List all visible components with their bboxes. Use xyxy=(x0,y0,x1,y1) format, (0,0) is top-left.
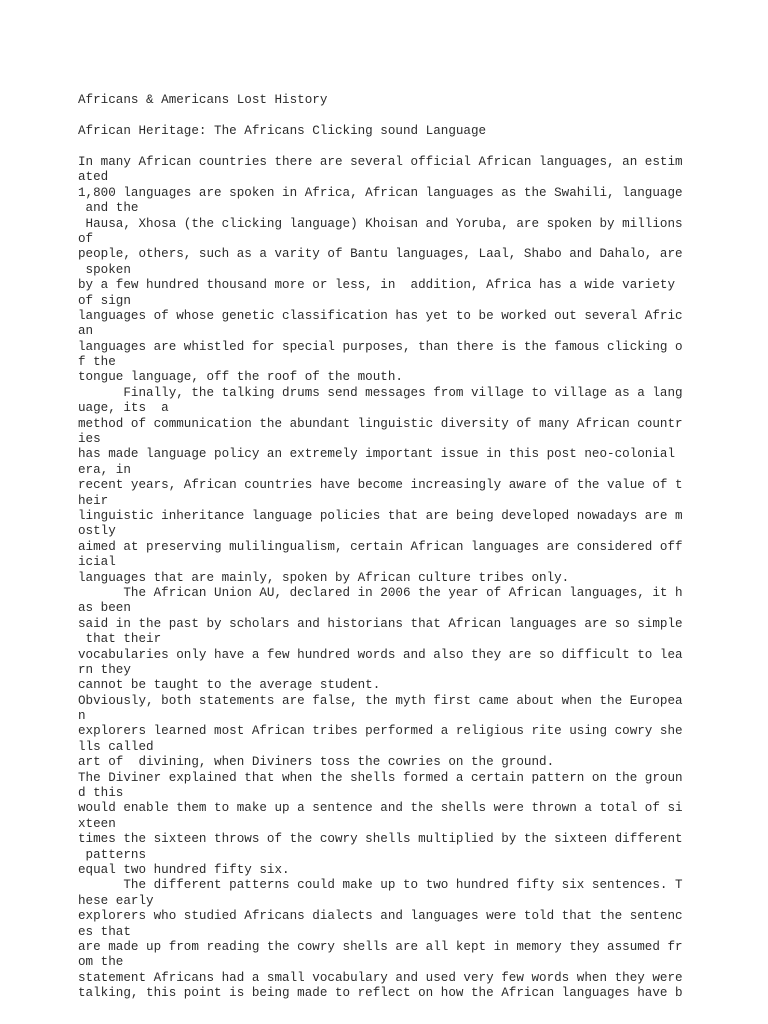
text-line: languages of whose genetic classification has yet to be worked out several Afric xyxy=(78,308,683,323)
text-line: Obviously, both statements are false, the myth first came about when the Europea xyxy=(78,693,683,708)
document-body xyxy=(78,155,683,1001)
document-subtitle: African Heritage: The Africans Clicking sound Language xyxy=(78,124,487,138)
text-line: explorers learned most African tribes performed a religious rite using cowry she xyxy=(78,724,683,739)
text-line: The Diviner explained that when the shells formed a certain pattern on the groun xyxy=(78,770,683,785)
text-line: The African Union AU, declared in 2006 the year of African languages, it h xyxy=(78,585,683,600)
text-line: f the xyxy=(78,355,116,370)
text-line: Finally, the talking drums send messages from village to village as a lang xyxy=(78,385,683,400)
text-line: hese early xyxy=(78,893,154,908)
text-line: heir xyxy=(78,493,109,508)
text-line: method of communication the abundant linguistic diversity of many African countr xyxy=(78,416,683,431)
text-line: d this xyxy=(78,786,124,801)
text-line: xteen xyxy=(78,816,116,831)
text-line: would enable them to make up a sentence and the shells were thrown a total of si xyxy=(78,801,683,816)
text-line: recent years, African countries have become increasingly aware of the value of t xyxy=(78,478,683,493)
document-title: Africans & Americans Lost History xyxy=(78,93,328,107)
text-line: people, others, such as a varity of Bantu languages, Laal, Shabo and Dahalo, are xyxy=(78,247,683,262)
text-line: om the xyxy=(78,955,124,970)
text-line: has made language policy an extremely important issue in this post neo-colonial xyxy=(78,447,676,462)
text-line: era, in xyxy=(78,462,131,477)
text-line: Hausa, Xhosa (the clicking language) Khoisan and Yoruba, are spoken by millions xyxy=(78,216,683,231)
text-line: icial xyxy=(78,555,116,570)
text-line: art of divining, when Diviners toss the cowries on the ground. xyxy=(78,755,555,770)
text-line: es that xyxy=(78,924,131,939)
text-line: ated xyxy=(78,170,109,185)
text-line: that their xyxy=(78,632,162,647)
text-line: tongue language, off the roof of the mouth. xyxy=(78,370,403,385)
text-line: said in the past by scholars and historians that African languages are so simple xyxy=(78,616,683,631)
text-line: explorers who studied Africans dialects and languages were told that the sentenc xyxy=(78,909,683,924)
text-line: 1,800 languages are spoken in Africa, African languages as the Swahili, language xyxy=(78,185,683,200)
text-line: lls called xyxy=(78,739,154,754)
text-line: n xyxy=(78,709,86,724)
text-line: cannot be taught to the average student. xyxy=(78,678,381,693)
text-line: by a few hundred thousand more or less, in addition, Africa has a wide variety xyxy=(78,278,676,293)
text-line: languages are whistled for special purposes, than there is the famous clicking o xyxy=(78,339,683,354)
text-line: ies xyxy=(78,432,101,447)
text-line: aimed at preserving mulilingualism, certain African languages are considered off xyxy=(78,539,683,554)
text-line: statement Africans had a small vocabulary and used very few words when they were xyxy=(78,970,683,985)
text-line: of xyxy=(78,231,94,246)
text-line: and the xyxy=(78,201,139,216)
text-line: equal two hundred fifty six. xyxy=(78,862,290,877)
text-line: of sign xyxy=(78,293,131,308)
text-line: vocabularies only have a few hundred words and also they are so difficult to lea xyxy=(78,647,683,662)
text-line: rn they xyxy=(78,662,131,677)
text-line: ostly xyxy=(78,524,116,539)
text-line: The different patterns could make up to two hundred fifty six sentences. T xyxy=(78,878,683,893)
text-line: as been xyxy=(78,601,131,616)
text-line: languages that are mainly, spoken by African culture tribes only. xyxy=(78,570,570,585)
text-line: spoken xyxy=(78,262,131,277)
text-line: an xyxy=(78,324,94,339)
text-line: In many African countries there are several official African languages, an estim xyxy=(78,155,683,169)
text-line: talking, this point is being made to reflect on how the African languages have b xyxy=(78,986,683,1001)
text-line: are made up from reading the cowry shells are all kept in memory they assumed fr xyxy=(78,939,683,954)
text-line: patterns xyxy=(78,847,147,862)
text-line: uage, its a xyxy=(78,401,169,416)
text-line: linguistic inheritance language policies that are being developed nowadays are m xyxy=(78,508,683,523)
text-line: times the sixteen throws of the cowry shells multiplied by the sixteen different xyxy=(78,832,683,847)
